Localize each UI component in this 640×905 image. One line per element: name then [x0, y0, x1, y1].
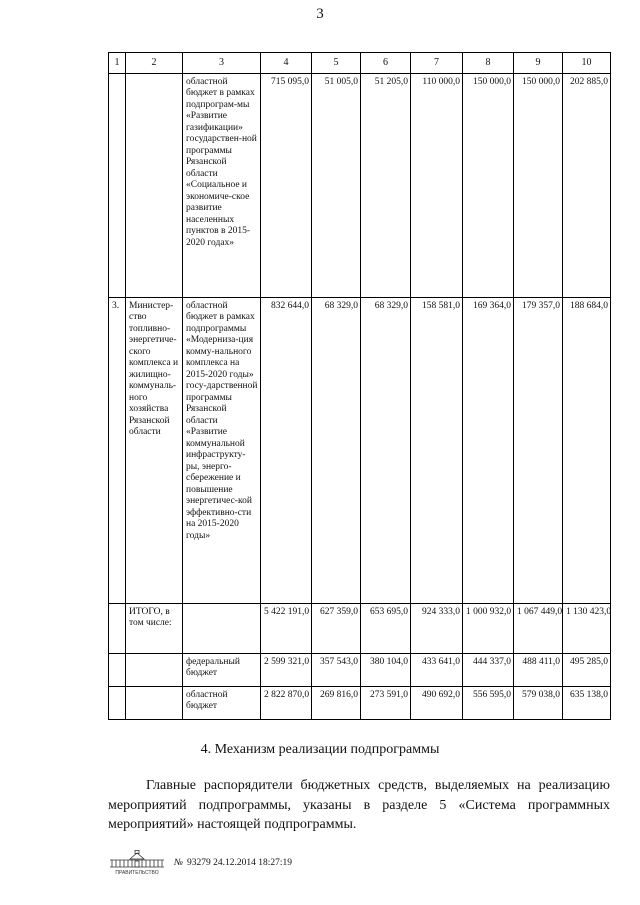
row-number-cell: [109, 686, 126, 719]
value-cell: 68 329,0: [312, 297, 361, 603]
value-cell: 627 359,0: [312, 603, 361, 653]
value-cell: 488 411,0: [514, 653, 563, 686]
header-cell: 10: [563, 53, 611, 74]
funding-source-cell: областной бюджет: [183, 686, 261, 719]
document-footer: [108, 850, 292, 876]
value-cell: 179 357,0: [514, 297, 563, 603]
value-cell: 169 364,0: [463, 297, 514, 603]
header-cell: 8: [463, 53, 514, 74]
value-cell: 444 337,0: [463, 653, 514, 686]
value-cell: 68 329,0: [361, 297, 411, 603]
table-row: [109, 653, 611, 686]
row-number-cell: [109, 73, 126, 297]
funding-source-cell: [183, 603, 261, 653]
executor-cell: [126, 653, 183, 686]
page-number: 3: [316, 6, 324, 22]
value-cell: 110 000,0: [411, 73, 463, 297]
document-id: 93279 24.12.2014 18:27:19: [186, 858, 292, 868]
value-cell: 2 822 870,0: [261, 686, 312, 719]
value-cell: 2 599 321,0: [261, 653, 312, 686]
value-cell: 273 591,0: [361, 686, 411, 719]
value-cell: 832 644,0: [261, 297, 312, 603]
value-cell: 1 067 449,0: [514, 603, 563, 653]
executor-cell: Министер-ство топливно-энергетиче-ского комплекса и жилищно-коммуналь-ного хозяйства Рязанской области: [126, 297, 183, 603]
header-cell: 1: [109, 53, 126, 74]
value-cell: 5 422 191,0: [261, 603, 312, 653]
table-row: [109, 297, 611, 603]
executor-cell: [126, 73, 183, 297]
funding-source-cell: областной бюджет в рамках подпрограммы «Модерниза-ция комму-нального комплекса на 2015-2020 годы» госу-дарственной программы Рязанской области «Развитие коммунальной инфраструкту-ры, энерго-сбережение и повышение энергетичес-кой эффективно-сти на 2015-2020 годы»: [183, 297, 261, 603]
value-cell: 653 695,0: [361, 603, 411, 653]
value-cell: 150 000,0: [514, 73, 563, 297]
value-cell: 433 641,0: [411, 653, 463, 686]
value-cell: 556 595,0: [463, 686, 514, 719]
header-cell: 7: [411, 53, 463, 74]
budget-table: [108, 52, 611, 720]
government-building-icon: [108, 850, 166, 876]
value-cell: 202 885,0: [563, 73, 611, 297]
value-cell: 490 692,0: [411, 686, 463, 719]
value-cell: 158 581,0: [411, 297, 463, 603]
row-number-cell: [109, 603, 126, 653]
executor-cell: [126, 686, 183, 719]
header-cell: 2: [126, 53, 183, 74]
header-cell: 4: [261, 53, 312, 74]
table-row: [109, 73, 611, 297]
executor-cell: ИТОГО, в том числе:: [126, 603, 183, 653]
table-row-total: [109, 603, 611, 653]
value-cell: 51 005,0: [312, 73, 361, 297]
value-cell: 188 684,0: [563, 297, 611, 603]
section-paragraph: Главные распорядители бюджетных средств, выделяемых на реализацию мероприятий подпрограммы, указаны в разделе 5 «Система программных мероприятий» настоящей подпрограммы.: [108, 778, 610, 832]
value-cell: 635 138,0: [563, 686, 611, 719]
row-number-cell: [109, 653, 126, 686]
section-title: 4. Механизм реализации подпрограммы: [200, 742, 440, 757]
header-cell: 6: [361, 53, 411, 74]
value-cell: 924 333,0: [411, 603, 463, 653]
value-cell: 1 000 932,0: [463, 603, 514, 653]
header-cell: 5: [312, 53, 361, 74]
value-cell: 380 104,0: [361, 653, 411, 686]
value-cell: 51 205,0: [361, 73, 411, 297]
value-cell: 357 543,0: [312, 653, 361, 686]
header-cell: 9: [514, 53, 563, 74]
value-cell: 579 038,0: [514, 686, 563, 719]
value-cell: 1 130 423,0: [563, 603, 611, 653]
table-header-row: [109, 53, 611, 74]
value-cell: 150 000,0: [463, 73, 514, 297]
row-number-cell: 3.: [109, 297, 126, 603]
value-cell: 269 816,0: [312, 686, 361, 719]
number-sign: №: [174, 858, 183, 868]
table-row: [109, 686, 611, 719]
header-cell: 3: [183, 53, 261, 74]
value-cell: 715 095,0: [261, 73, 312, 297]
funding-source-cell: областной бюджет в рамках подпрограм-мы «Развитие газификации» государствен-ной программы Рязанской области «Социальное и экономиче-ское развитие населенных пунктов в 2015-2020 годах»: [183, 73, 261, 297]
value-cell: 495 285,0: [563, 653, 611, 686]
funding-source-cell: федеральный бюджет: [183, 653, 261, 686]
seal-caption: ПРАВИТЕЛЬСТВО: [115, 870, 159, 876]
